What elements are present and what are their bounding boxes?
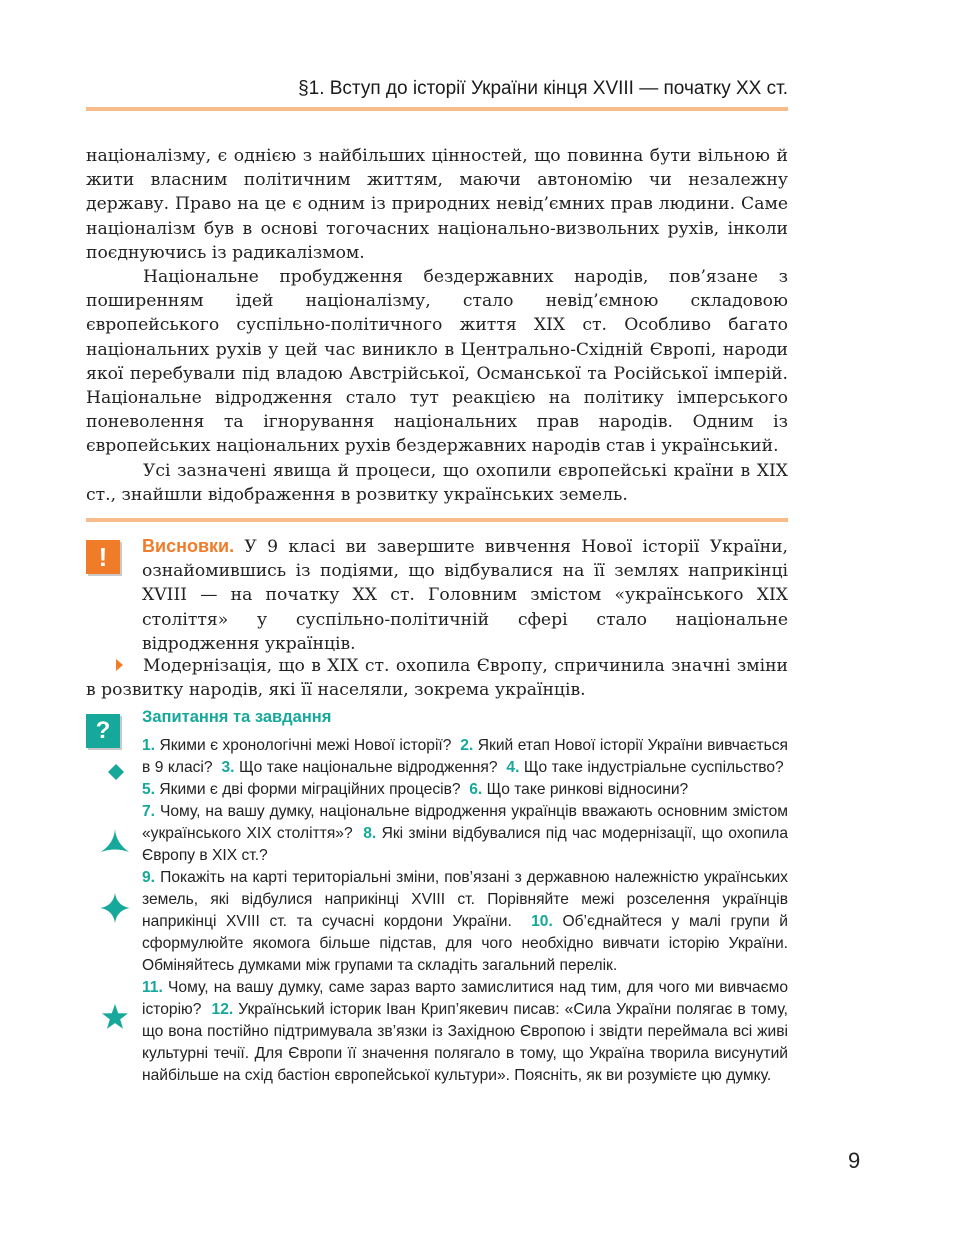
question-group-1 <box>142 735 788 801</box>
question-number: 12. <box>211 1001 234 1018</box>
question-group-3 <box>142 867 788 977</box>
question-number: 2. <box>460 737 474 754</box>
question-number: 10. <box>531 913 553 930</box>
question-number: 4. <box>506 759 520 776</box>
question-number: 11. <box>142 979 163 996</box>
question-number: 9. <box>142 869 156 886</box>
question-text: Який етап Нової історії України вивчається в 9 класі? <box>142 737 788 776</box>
questions-title: Запитання та завдання <box>142 708 332 726</box>
five-point-star-icon <box>101 1003 129 1031</box>
page-number: 9 <box>848 1148 861 1173</box>
question-text: Чому, на вашу думку, національне відродження українців вважають основним змістом «українського XIX століття»? <box>142 803 788 842</box>
paragraph: Усі зазначені явища й процеси, що охопили європейські країни в XIX ст., знайшли відображення в розвитку українських земель. <box>86 460 788 505</box>
question-text: Покажіть на карті територіальні зміни, пов’язані з державною належністю українських земель, які відбулися наприкінці XVIII ст. Порівняйте межі розселення українців наприкінці XVIII ст. та сучасні кордони України. <box>142 869 788 930</box>
question-number: 7. <box>142 803 156 820</box>
main-text <box>86 144 788 507</box>
question-text: Які зміни відбувалися під час модернізації, що охопила Європу в XIX ст.? <box>142 825 788 864</box>
conclusions-text: У 9 класі ви завершите вивчення Нової історії України, ознайомившись із подіями, що відбувалися на її землях наприкінці XVIII — на початку XX ст. Головним змістом «українського XIX століття» у суспільно-політичній сфері стало національне відродження українців. <box>142 537 788 654</box>
question-group-4 <box>142 977 788 1087</box>
question-text: Що таке ринкові відносини? <box>486 781 689 798</box>
question-text: Український історик Іван Крип’якевич писав: «Сила України полягає в тому, що вона постійно підтримувала зв’язки із Західною Європою і звідти переймала всі живі культурні течії. Для Європи її значення полягало в тому, що Україна творила висунутий найбільше на схід бастіон європейської культури». Поясніть, як ви розумієте цю думку. <box>142 1001 788 1084</box>
diamond-icon <box>106 762 126 782</box>
question-text: Що таке національне відродження? <box>238 759 498 776</box>
questions-list <box>142 735 788 1087</box>
question-text: Чому, на вашу думку, саме зараз варто замислитися над тим, для чого ми вивчаємо історію? <box>142 979 788 1018</box>
exclamation-icon: ! <box>86 540 120 574</box>
question-text: Що таке індустріальне суспільство? <box>523 759 784 776</box>
question-number: 5. <box>142 781 156 798</box>
question-text: Об’єднайтеся у малі групи й сформулюйте якомога більше підстав, для чого необхідно вивчати історію України. Обміняйтесь думками між групами та складіть загальний перелік. <box>142 913 788 974</box>
conclusions-block <box>142 534 788 656</box>
question-number: 8. <box>363 825 377 842</box>
question-number: 1. <box>142 737 156 754</box>
paragraph: Національне пробудження бездержавних народів, пов’язане з поширенням ідей націоналізму, стало невід’ємною складовою європейського суспільно-політичного життя XIX ст. Особливо багато національних рухів у цей час виникло в Центрально-Східній Європі, народи якої перебували під владою Австрійської, Османської та Російської імперій. Національне відродження стало тут реакцією на політику імперського поневолення та ігнорування національних прав народів. Одним із європейських національних рухів бездержавних народів став і український. <box>86 267 788 457</box>
question-text: Якими є хронологічні межі Нової історії? <box>159 737 452 754</box>
header-divider <box>86 107 788 111</box>
conclusions-text-2: Модернізація, що в XIX ст. охопила Європу, спричинила значні зміни в розвитку народів, які її населяли, зокрема українців. <box>86 656 788 701</box>
question-icon: ? <box>86 714 120 748</box>
question-text: Якими є дві форми міграційних процесів? <box>159 781 461 798</box>
question-group-2 <box>142 801 788 867</box>
section-divider <box>86 518 788 522</box>
section-title: §1. Вступ до історії України кінця XVIII — початку XX ст. <box>298 78 788 99</box>
paragraph: націоналізму, є однією з найбільших цінностей, що повинна бути вільною й жити власним політичним життям, маючи автономію чи незалежну державу. Право на це є одним із природних невід’ємних прав людини. Саме націоналізм був в основі тогочасних національно-визвольних рухів, інколи поєднуючись із радикалізмом. <box>86 146 788 263</box>
four-point-star-icon <box>100 893 130 923</box>
three-point-star-icon <box>100 828 130 854</box>
conclusions-label: Висновки. <box>142 536 235 556</box>
question-number: 3. <box>221 759 235 776</box>
question-number: 6. <box>469 781 483 798</box>
